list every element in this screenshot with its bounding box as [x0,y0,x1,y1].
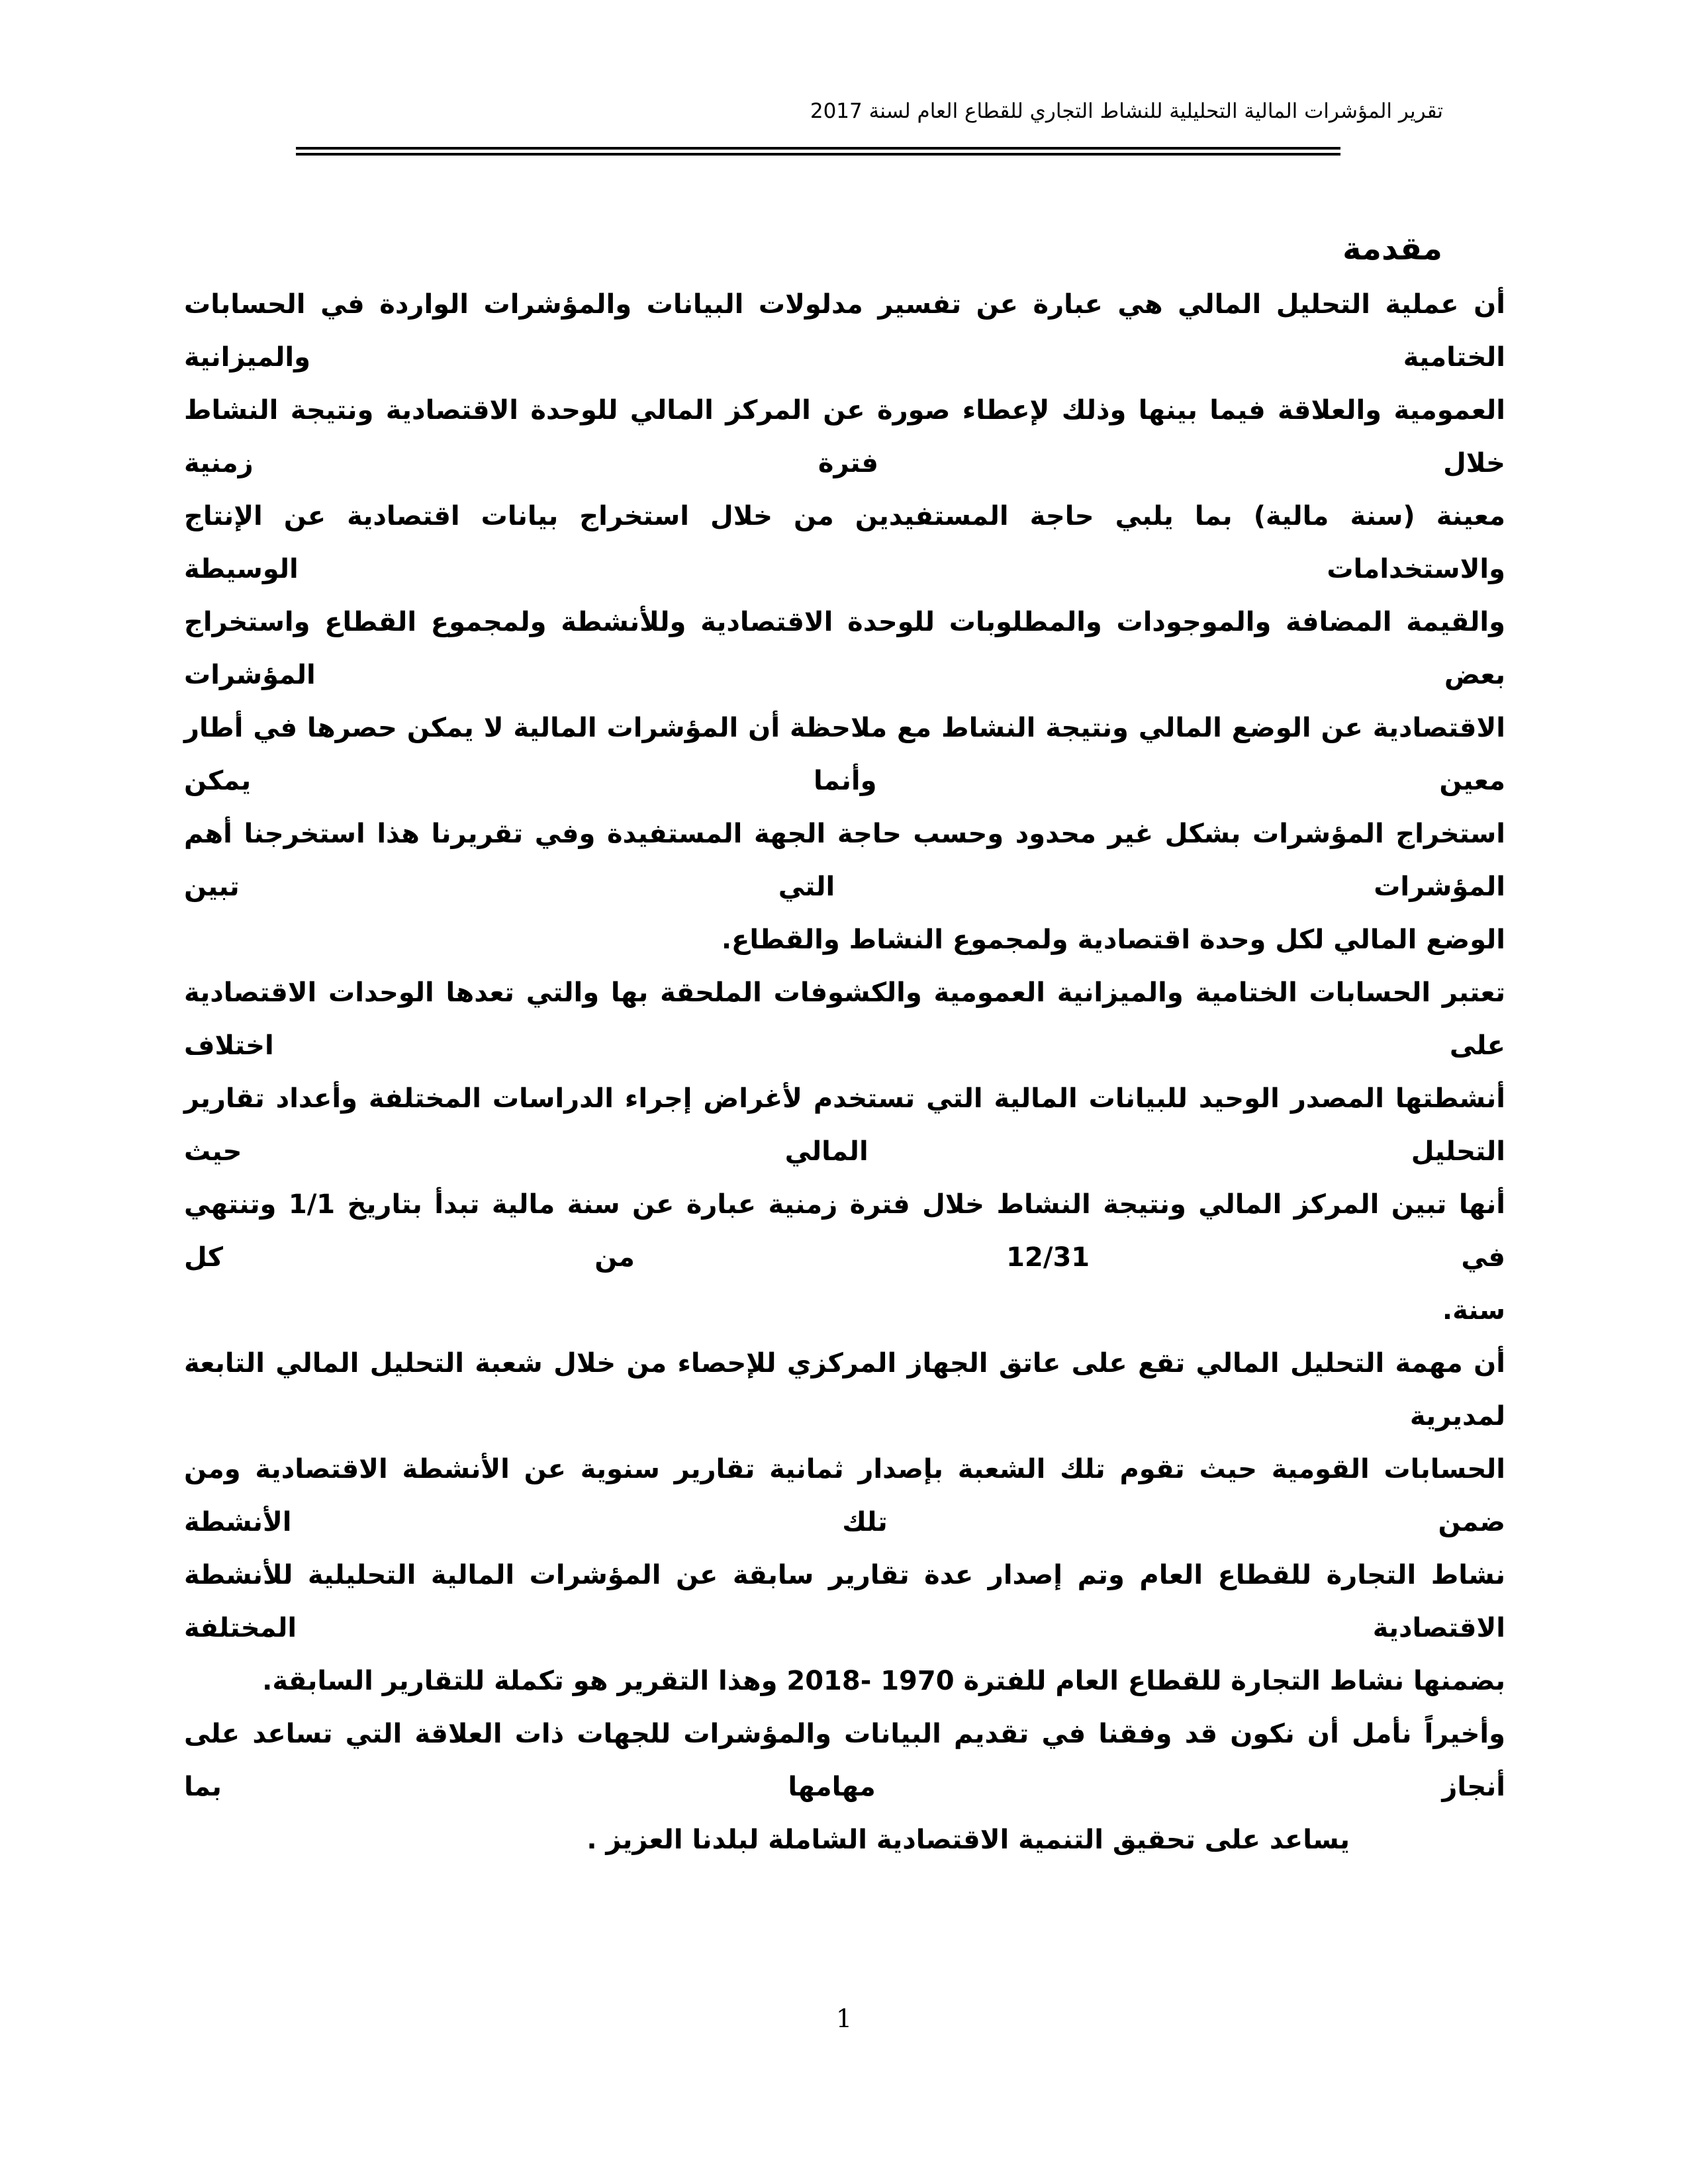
paragraph-line: الوضع المالي لكل وحدة اقتصادية ولمجموع النشاط والقطاع. [721,925,1505,955]
paragraph-3 [184,1337,1505,1707]
paragraph-line: وأخيراً نأمل أن نكون قد وفقنا في تقديم البيانات والمؤشرات للجهات ذات العلاقة التي تساعد على أنجاز مهامها بما [184,1719,1505,1802]
paragraph-line: العمومية والعلاقة فيما بينها وذلك لإعطاء صورة عن المركز المالي للوحدة الاقتصادية ونتيجة النشاط خلال فترة زمنية [184,395,1505,478]
paragraph-line: أن مهمة التحليل المالي تقع على عاتق الجهاز المركزي للإحصاء من خلال شعبة التحليل المالي التابعة لمديرية [184,1348,1505,1432]
paragraph-2 [184,966,1505,1337]
page-header-title: تقرير المؤشرات المالية التحليلية للنشاط التجاري للقطاع العام لسنة 2017 [810,99,1443,123]
paragraph-line: بضمنها نشاط التجارة للقطاع العام للفترة 1970 -2018 وهذا التقرير هو تكملة للتقارير السابقة. [262,1666,1505,1696]
paragraph-line: أن عملية التحليل المالي هي عبارة عن تفسير مدلولات البيانات والمؤشرات الواردة في الحسابات الختامية والميزانية [184,289,1505,373]
header-double-rule-line [296,147,1340,156]
paragraph-line: أنها تبين المركز المالي ونتيجة النشاط خلال فترة زمنية عبارة عن سنة مالية تبدأ بتاريخ 1/1 وتنتهي في 12/31 من كل [184,1189,1506,1273]
paragraph-line: الاقتصادية عن الوضع المالي ونتيجة النشاط مع ملاحظة أن المؤشرات المالية لا يمكن حصرها في أطار معين وأنما يمكن [184,713,1505,796]
page-number: 1 [835,2004,853,2033]
paragraph-line: الحسابات القومية حيث تقوم تلك الشعبة بإصدار ثمانية تقارير سنوية عن الأنشطة الاقتصادية ومن ضمن تلك الأنشطة [184,1454,1505,1537]
paragraph-line: استخراج المؤشرات بشكل غير محدود وحسب حاجة الجهة المستفيدة وفي تقريرنا هذا استخرجنا أهم المؤشرات التي تبين [184,819,1505,902]
paragraph-4 [184,1707,1505,1866]
intro-heading: مقدمة [1342,230,1442,267]
paragraph-line: نشاط التجارة للقطاع العام وتم إصدار عدة تقارير سابقة عن المؤشرات المالية التحليلية للأنشطة الاقتصادية المختلفة [184,1560,1505,1643]
paragraph-line: والقيمة المضافة والموجودات والمطلوبات للوحدة الاقتصادية وللأنشطة ولمجموع القطاع واستخراج بعض المؤشرات [184,607,1505,690]
paragraph-line: سنة. [1442,1295,1505,1326]
document-body [184,229,1505,1866]
paragraph-line: يساعد على تحقيق التنمية الاقتصادية الشاملة لبلدنا العزيز . [586,1825,1350,1855]
paragraph-1 [184,278,1505,966]
paragraph-line: معينة (سنة مالية) بما يلبي حاجة المستفيدين من خلال استخراج بيانات اقتصادية عن الإنتاج والاستخدامات الوسيطة [184,501,1505,584]
paragraph-line: أنشطتها المصدر الوحيد للبيانات المالية التي تستخدم لأغراض إجراء الدراسات المختلفة وأعداد تقارير التحليل المالي حيث [184,1083,1505,1167]
paragraph-line: تعتبر الحسابات الختامية والميزانية العمومية والكشوفات الملحقة بها والتي تعدها الوحدات الاقتصادية على اختلاف [184,978,1505,1061]
